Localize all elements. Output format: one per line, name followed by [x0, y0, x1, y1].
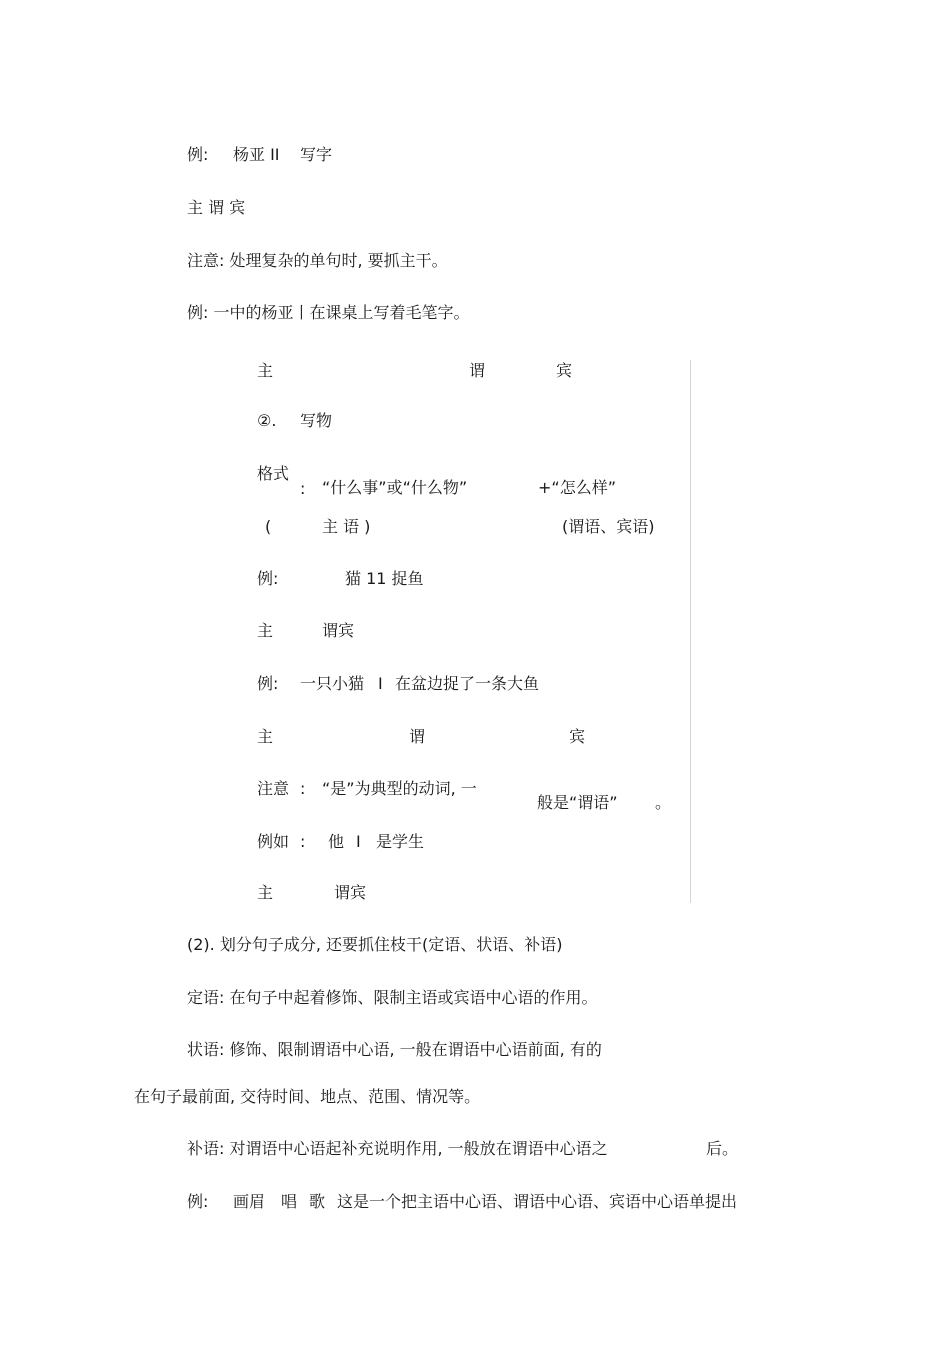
annotation-predicate-object: 谓宾 [322, 621, 355, 640]
definition-adverbial-continued: 在句子最前面, 交待时间、地点、范围、情况等。 [134, 1087, 481, 1106]
margin-rule [690, 360, 691, 903]
note-label: 注意 [257, 779, 290, 798]
note-colon: : [300, 779, 306, 798]
example-subject: 他 [328, 832, 345, 851]
annotation-object: 宾 [556, 361, 573, 380]
example-subject: 杨亚 II [233, 145, 280, 164]
example-label: 例: [187, 145, 209, 164]
format-predicate-note: (谓语、宾语) [562, 517, 655, 536]
format-subject-note: 主 语 ) [322, 517, 371, 536]
example-label: 例如 [257, 832, 290, 851]
example-predicate: 是学生 [376, 832, 425, 851]
annotation-subject: 主 [257, 883, 274, 902]
annotation-predicate: 谓 [409, 727, 426, 746]
example-subject: 画眉 [233, 1192, 266, 1211]
annotation-row: 主 谓 宾 [187, 198, 246, 217]
annotation-subject: 主 [257, 621, 274, 640]
example-explanation: 这是一个把主语中心语、谓语中心语、宾语中心语单提出 [337, 1192, 738, 1211]
annotation-subject: 主 [257, 361, 274, 380]
definition-adverbial: 状语: 修饰、限制谓语中心语, 一般在谓语中心语前面, 有的 [187, 1040, 602, 1059]
example-label: 例: [187, 1192, 209, 1211]
definition-complement: 补语: 对谓语中心语起补充说明作用, 一般放在谓语中心语之 [187, 1139, 608, 1158]
section-number: ②. [257, 411, 277, 430]
note-text-continued: 般是“谓语” [537, 793, 618, 812]
format-label: 格式 [257, 464, 290, 483]
example-subject: 一只小猫 [300, 674, 365, 693]
example-predicate: 唱 [281, 1192, 298, 1211]
format-colon: : [300, 479, 306, 498]
format-paren-open: ( [265, 517, 272, 536]
note-period: 。 [655, 793, 672, 812]
example-object: 歌 [309, 1192, 326, 1211]
annotation-object: 宾 [569, 727, 586, 746]
section-heading: (2). 划分句子成分, 还要抓住枝干(定语、状语、补语) [187, 935, 563, 954]
example-sentence: 例: 一中的杨亚丨在课桌上写着毛笔字。 [187, 303, 470, 322]
example-colon: : [300, 832, 306, 851]
note-text: “是”为典型的动词, 一 [322, 779, 477, 798]
example-divider: I [356, 832, 361, 851]
annotation-predicate: 谓 [469, 361, 486, 380]
definition-complement-end: 后。 [706, 1139, 739, 1158]
example-predicate: 在盆边捉了一条大鱼 [395, 674, 540, 693]
example-divider: I [378, 674, 383, 693]
format-predicate-part: +“怎么样” [538, 478, 616, 497]
format-subject-part: “什么事”或“什么物” [322, 478, 468, 497]
definition-attributive: 定语: 在句子中起着修饰、限制主语或宾语中心语的作用。 [187, 988, 598, 1007]
example-predicate: 写字 [300, 145, 333, 164]
example-label: 例: [257, 569, 279, 588]
note-line: 注意: 处理复杂的单句时, 要抓主干。 [187, 251, 448, 270]
section-heading: 写物 [300, 411, 333, 430]
annotation-subject: 主 [257, 727, 274, 746]
example-label: 例: [257, 674, 279, 693]
example-sentence: 猫 11 捉鱼 [345, 569, 424, 588]
annotation-predicate-object: 谓宾 [334, 883, 367, 902]
